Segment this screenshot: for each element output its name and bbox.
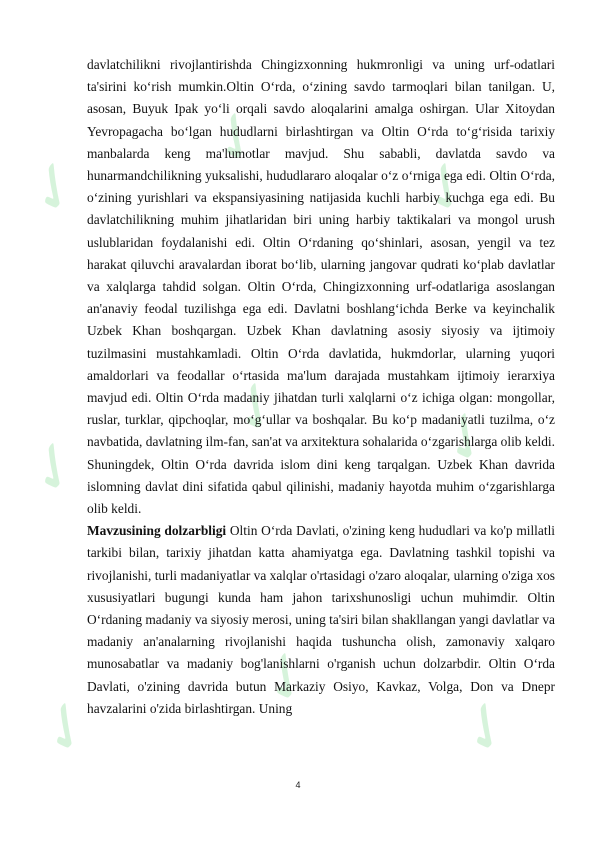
watermark: ✓: [442, 682, 531, 772]
section-heading-inline: Mavzusining dolzarbligi: [87, 523, 227, 539]
paragraph-text: Oltin O‘rda Davlati, o'zining keng hududlari va ko'p millatli tarkibi bilan, tarixiy jihatdan katta ahamiyatga ega. Davlatning tashkil topishi va rivojlanishi, turli madaniyatlar va xalqlar o'rtasidagi o'zaro aloqalar, ularning o'ziga xos xususiyatlari bugungi kunda ham jahon tarixshunosligi uchun muhimdir. Oltin O‘rdaning madaniy va siyosiy merosi, uning ta'siri bilan shakllangan yangi davlatlar va madaniy an'analarning rivojlanishi haqida tushuncha olish, zamonaviy xalqaro munosabatlar va madaniy bog'lanishlarni o'rganish uchun dolzarbdir. Oltin O‘rda Davlati, o'zining davrida butun Markaziy Osiyo, Kavkaz, Volga, Don va Dnepr havzalarini o'zida birlashtirgan. Uning: [87, 523, 556, 716]
body-paragraph: [87, 54, 555, 520]
page-number: 4: [295, 780, 301, 790]
watermark: ✓: [402, 142, 491, 232]
watermark: ✓: [422, 392, 511, 482]
page-body: [87, 54, 555, 720]
watermark: ✓: [10, 142, 99, 232]
watermark: ✓: [10, 422, 99, 512]
watermark: ✓: [212, 362, 301, 452]
relevance-paragraph: [87, 520, 555, 720]
watermark: ✓: [22, 682, 111, 772]
watermark: ✓: [242, 632, 331, 722]
watermark: ✓: [192, 92, 281, 182]
paragraph-text: davlatchilikni rivojlantirishda Chingizxonning hukmronligi va uning urf-odatlari ta'sirini ko‘rish mumkin.Oltin O‘rda, o‘zining savdo tarmoqlari bilan tanilgan. U, asosan, Buyuk Ipak yo‘li orqali savdo aloqalarini amalga oshirgan. Ular Xitoydan Yevropagacha bo‘lgan hududlarni birlashtirgan va Oltin O‘rda to‘g‘risida tarixiy manbalarda keng ma'lumotlar mavjud. Shu sababli, davlatda savdo va hunarmandchilikning yuksalishi, hududlararo aloqalar o‘z o‘rniga ega edi. Oltin O‘rda, o‘zining yurishlari va ekspansiyasining natijasida kuchli harbiy kuchga ega edi. Bu davlatchilikning muhim jihatlaridan biri uning harbiy taktikalari va mongol urush uslublaridan foydalanishi edi. Oltin O‘rdaning qo‘shinlari, asosan, yengil va tez harakat qiluvchi aravalardan iborat bo‘lib, ularning jangovar qudrati ko‘plab davlatlar va xalqlarga tahdid solgan. Oltin O‘rda, Chingizxonning urf-odatlariga asoslangan an'anaviy feodal tuzilishga ega edi. Davlatni boshlang‘ichda Berke va keyinchalik Uzbek Khan boshqargan. Uzbek Khan davlatning asosiy siyosiy va ijtimoiy tuzilmasini mustahkamladi. Oltin O‘rda davlatida, hukmdorlar, ularning yuqori amaldorlari va feodallar o‘rtasida ma'lum darajada mustahkam ijtimoiy ierarxiya mavjud edi. Oltin O‘rda madaniy jihatdan turli xalqlarni o‘z ichiga olgan: mongollar, ruslar, turklar, qipchoqlar, mo‘g‘ullar va boshqalar. Bu ko‘p madaniyatli tuzilma, o‘z navbatida, davlatning ilm-fan, san'at va arxitektura sohalarida o‘zgarishlarga olib keldi. Shuningdek, Oltin O‘rda davrida islom dini keng tarqalgan. Uzbek Khan davrida islomning davlat dini sifatida qabul qilinishi, madaniy hayotda muhim o‘zgarishlarga olib keldi.: [87, 57, 555, 517]
